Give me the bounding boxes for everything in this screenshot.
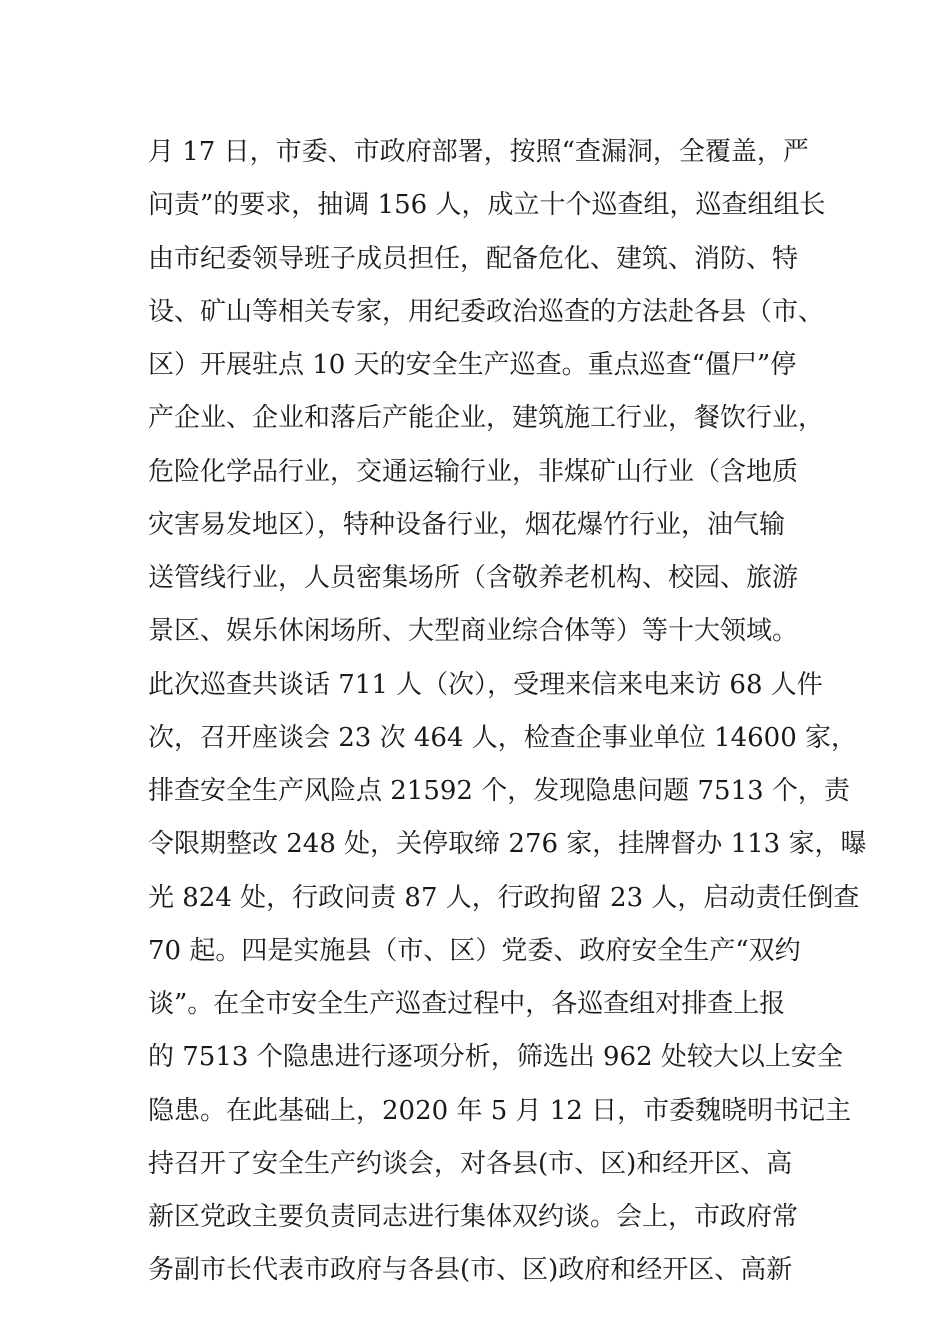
text-line: 次，召开座谈会 23 次 464 人，检查企事业单位 14600 家， (148, 722, 858, 753)
text-line: 此次巡查共谈话 711 人（次），受理来信来电来访 68 人件 (148, 669, 823, 700)
text-line: 产企业、企业和落后产能企业，建筑施工行业，餐饮行业， (148, 403, 825, 434)
text-line: 持召开了安全生产约谈会，对各县(市、区)和经开区、高 (148, 1148, 793, 1179)
text-line: 危险化学品行业，交通运输行业，非煤矿山行业（含地质 (148, 456, 799, 487)
text-line: 70 起。四是实施县（市、区）党委、政府安全生产“双约 (148, 935, 801, 966)
text-line: 谈”。在全市安全生产巡查过程中，各巡查组对排查上报 (148, 989, 786, 1019)
text-line: 设、矿山等相关专家，用纪委政治巡查的方法赴各县（市、 (148, 296, 825, 327)
text-line: 月 17 日，市委、市政府部署，按照“查漏洞，全覆盖，严 (148, 137, 809, 167)
text-line: 光 824 处，行政问责 87 人，行政拘留 23 人，启动责任倒查 (148, 882, 860, 913)
text-line: 送管线行业，人员密集场所（含敬养老机构、校园、旅游 (148, 563, 799, 593)
text-line: 区）开展驻点 10 天的安全生产巡查。重点巡查“僵尸”停 (148, 350, 797, 380)
text-line: 新区党政主要负责同志进行集体双约谈。会上，市政府常 (148, 1202, 799, 1232)
text-line: 务副市长代表市政府与各县(市、区)政府和经开区、高新 (148, 1255, 793, 1286)
body-text (148, 126, 867, 1298)
text-line: 景区、娱乐休闲场所、大型商业综合体等）等十大领域。 (148, 616, 799, 647)
text-line: 隐患。在此基础上，2020 年 5 月 12 日，市委魏晓明书记主 (148, 1095, 852, 1126)
text-line: 排查安全生产风险点 21592 个，发现隐患问题 7513 个，责 (148, 776, 850, 806)
text-line: 令限期整改 248 处，关停取缔 276 家，挂牌督办 113 家，曝 (148, 829, 867, 860)
text-line: 的 7513 个隐患进行逐项分析，筛选出 962 处较大以上安全 (148, 1042, 843, 1073)
text-line: 问责”的要求，抽调 156 人，成立十个巡查组，巡查组组长 (148, 190, 826, 221)
text-line: 灾害易发地区），特种设备行业，烟花爆竹行业，油气输 (148, 509, 786, 540)
text-line: 由市纪委领导班子成员担任，配备危化、建筑、消防、特 (148, 243, 799, 274)
